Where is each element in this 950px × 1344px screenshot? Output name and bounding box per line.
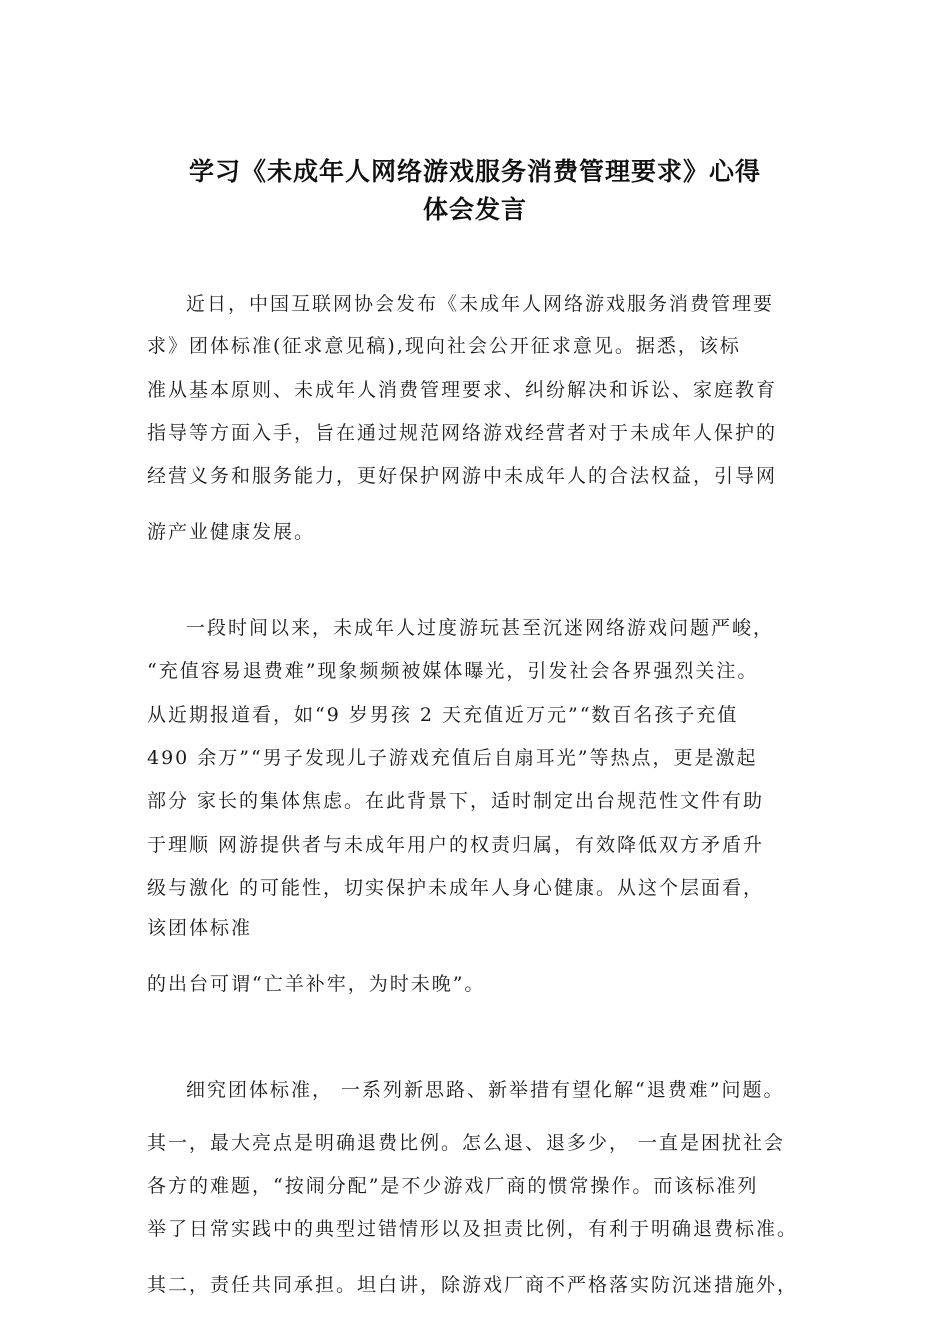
paragraph-2-line-2: “充值容易退费难”现象频频被媒体曝光，引发社会各界强烈关注。 <box>147 660 759 682</box>
paragraph-2-line-3: 从近期报道看，如“9 岁男孩 2 天充值近万元”“数百名孩子充值 <box>147 704 739 726</box>
document-title-line-2: 体会发言 <box>422 195 527 224</box>
paragraph-1-line-3: 准从基本原则、未成年人消费管理要求、纠纷解决和诉讼、家庭教育 <box>147 379 778 401</box>
paragraph-2-line-8: 该团体标准 <box>147 917 253 939</box>
paragraph-3-line-3: 各方的难题，“按闹分配”是不少游戏厂商的惯常操作。而该标准列 <box>147 1175 759 1197</box>
paragraph-1-line-4: 指导等方面入手，旨在通过规范网络游戏经营者对于未成年人保护的 <box>147 422 778 444</box>
paragraph-2-line-4: 490 余万”“男子发现儿子游戏充值后自扇耳光”等热点，更是激起 <box>147 747 758 769</box>
paragraph-3-line-5: 其二，责任共同承担。坦白讲，除游戏厂商不严格落实防沉迷措施外， <box>147 1274 799 1296</box>
paragraph-2-line-9: 的出台可谓“亡羊补牢，为时未晚”。 <box>147 973 486 995</box>
paragraph-1-line-6: 游产业健康发展。 <box>147 521 316 543</box>
paragraph-2-line-5: 部分 家长的集体焦虑。在此背景下，适时制定出台规范性文件有助 <box>147 790 765 812</box>
paragraph-1-line-2: 求》团体标准(征求意见稿),现向社会公开征求意见。据悉，该标 <box>147 335 741 357</box>
paragraph-2-line-6: 于理顺 网游提供者与未成年用户的权责归属，有效降低双方矛盾升 <box>147 834 765 856</box>
paragraph-3-line-1: 细究团体标准， 一系列新思路、新举措有望化解“退费难”问题。 <box>186 1079 785 1101</box>
paragraph-3-line-4: 举了日常实践中的典型过错情形以及担责比例，有利于明确退费标准。 <box>147 1218 799 1240</box>
paragraph-3-line-2: 其一，最大亮点是明确退费比例。怎么退、退多少， 一直是困扰社会 <box>147 1132 786 1154</box>
paragraph-1-line-1: 近日，中国互联网协会发布《未成年人网络游戏服务消费管理要 <box>186 293 775 315</box>
document-title-line-1: 学习《未成年人网络游戏服务消费管理要求》心得 <box>188 157 761 186</box>
paragraph-1-line-5: 经营义务和服务能力，更好保护网游中未成年人的合法权益，引导网 <box>147 465 778 487</box>
paragraph-2-line-7: 级与激化 的可能性，切实保护未成年人身心健康。从这个层面看， <box>147 877 765 899</box>
paragraph-2-line-1: 一段时间以来，未成年人过度游玩甚至沉迷网络游戏问题严峻， <box>186 617 775 639</box>
